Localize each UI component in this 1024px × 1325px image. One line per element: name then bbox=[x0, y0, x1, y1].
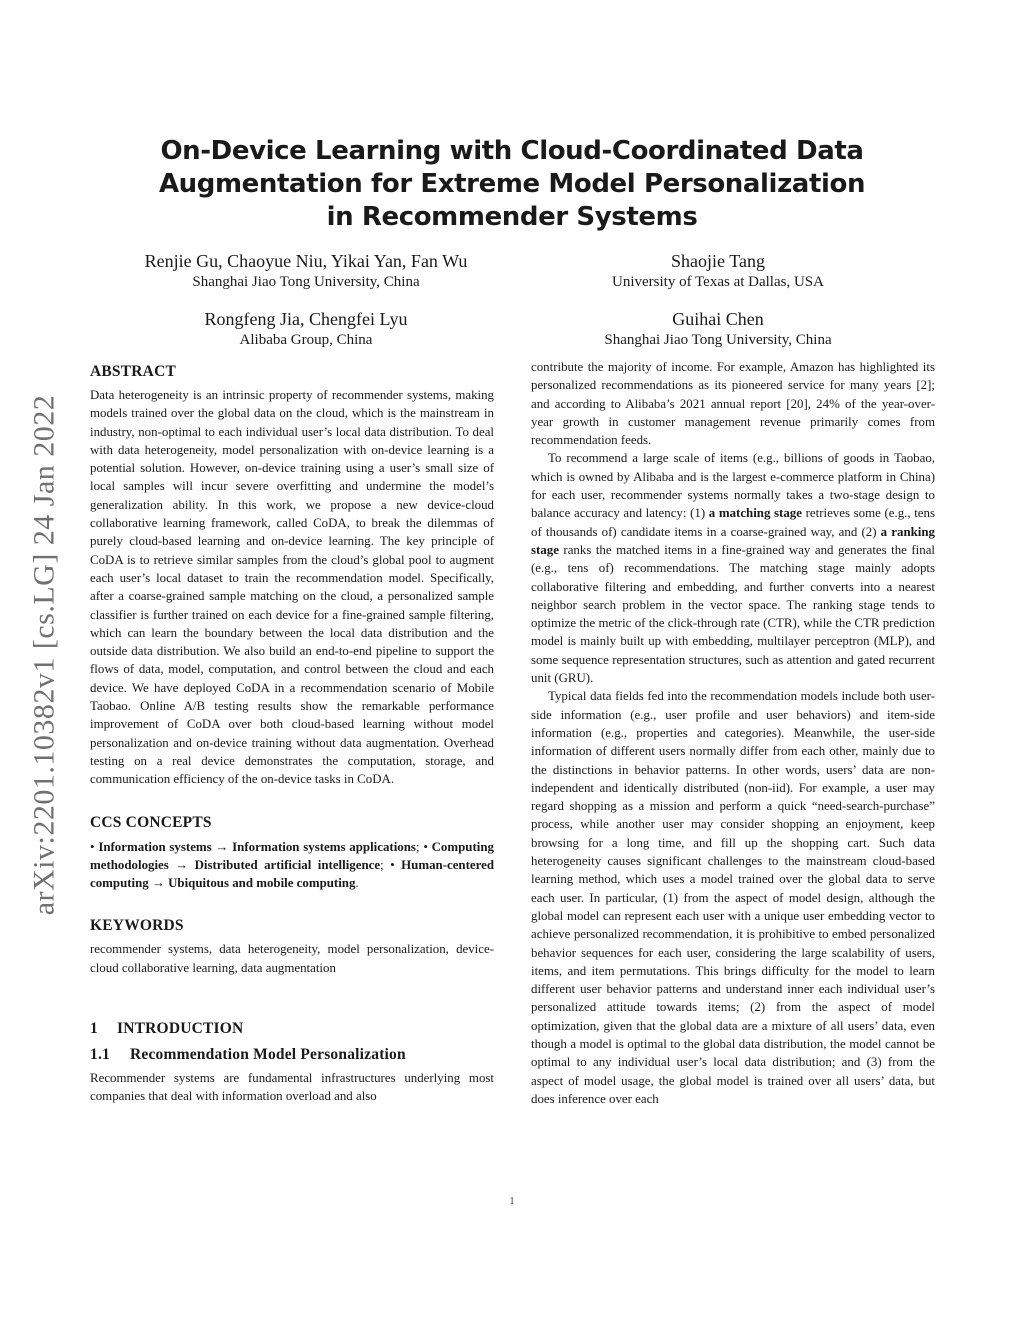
author-affiliation: Shanghai Jiao Tong University, China bbox=[604, 332, 832, 348]
abstract-heading: ABSTRACT bbox=[90, 363, 177, 380]
author-affiliation: University of Texas at Dallas, USA bbox=[612, 274, 824, 290]
p1-text-d: ranks the matched items in a fine-grained way and generates the final (e.g., tens of) recommendations. The matching stage mainly adopts collaborative filtering and embedding, and further converts into a nearest neighbor search problem in the vector space. The ranking stage tends to optimize the metric of the click-through rate (CTR), while the CTR prediction model is mainly built up with embedding, multilayer perceptron (MLP), and some sequence representation structures, such as attention and gated recurrent unit (GRU). bbox=[531, 542, 935, 686]
keywords-text: recommender systems, data heterogeneity, model personalization, device-cloud collaborative learning, data augmentation bbox=[90, 942, 494, 975]
author-block-2 bbox=[568, 250, 868, 292]
author-block-3 bbox=[106, 308, 506, 350]
keywords-heading: KEYWORDS bbox=[90, 917, 184, 935]
arxiv-sidebar-stamp bbox=[14, 360, 74, 950]
ccs-heading: CCS CONCEPTS bbox=[90, 813, 212, 831]
p1-text-a: To recommend a large scale of items (e.g., billions of goods in Taobao, which is owned by Alibaba and is the largest e-commerce platform in China) for each user, recommender systems normally takes a two-stage design to balance accuracy and latency: (1) bbox=[531, 451, 935, 521]
ccs-item-from: Human-centered computing bbox=[90, 857, 494, 891]
arxiv-id: arXiv:2201.10382v1 [cs.LG] 24 Jan 2022 bbox=[27, 394, 60, 916]
right-column bbox=[531, 358, 935, 1108]
author-names: Guihai Chen bbox=[672, 309, 764, 329]
ccs-sep: . bbox=[355, 876, 359, 891]
author-names: Shaojie Tang bbox=[671, 251, 765, 271]
ccs-item-from: Computing methodologies bbox=[90, 839, 494, 872]
right-paragraph-1 bbox=[531, 449, 935, 687]
author-affiliation: Alibaba Group, China bbox=[239, 332, 373, 348]
ranking-stage-term: a ranking stage bbox=[531, 524, 935, 557]
intro-number: 1 bbox=[90, 1020, 98, 1038]
matching-stage-term: a matching stage bbox=[708, 506, 802, 521]
author-names: Rongfeng Jia, Chengfei Lyu bbox=[204, 309, 408, 329]
ccs-arrow: → bbox=[175, 857, 189, 872]
ccs-arrow: → bbox=[151, 876, 165, 891]
ccs-arrow: → bbox=[215, 839, 229, 854]
intro-title: INTRODUCTION bbox=[117, 1020, 244, 1038]
ccs-item-to: Ubiquitous and mobile computing bbox=[168, 876, 356, 891]
author-affiliation: Shanghai Jiao Tong University, China bbox=[192, 274, 420, 290]
right-paragraph-0: contribute the majority of income. For example, Amazon has highlighted its personalized recommendations as its pioneered service for many years [2]; and according to Alibaba’s 2021 annual report [20], 24% of the year-over-year growth in customer management revenue primarily comes from recommendation feeds. bbox=[531, 360, 935, 448]
ccs-sep: ; bbox=[415, 839, 420, 854]
author-block-1 bbox=[106, 250, 506, 292]
paper-title: On-Device Learning with Cloud-Coordinated Data Augmentation for Extreme Model Personalization in Recommender Systems bbox=[158, 136, 866, 232]
ccs-bullet: • bbox=[423, 839, 428, 854]
left-column bbox=[90, 362, 494, 1106]
ccs-bullet: • bbox=[90, 839, 95, 854]
ccs-item-from: Information systems bbox=[98, 839, 212, 854]
subsection-title: Recommendation Model Personalization bbox=[130, 1046, 406, 1064]
author-names: Renjie Gu, Chaoyue Niu, Yikai Yan, Fan Wu bbox=[144, 251, 468, 271]
ccs-item-to: Distributed artificial intelligence bbox=[194, 857, 381, 872]
intro-paragraph: Recommender systems are fundamental infrastructures underlying most companies that deal with information overload and also bbox=[90, 1071, 494, 1104]
intro-heading bbox=[90, 1019, 494, 1039]
ccs-item-to: Information systems applications bbox=[232, 839, 416, 854]
p1-text-c: retrieves some (e.g., tens of thousands of) candidate items in a coarse-grained way, and (2) bbox=[531, 506, 935, 539]
right-paragraph-2: Typical data fields fed into the recommendation models include both user-side information (e.g., user profile and user behaviors) and item-side information (e.g., properties and categories). Meanwhile, the user-side information of different users normally differ from each other, mainly due to the distinctions in behavior patterns. In other words, users’ data are non-independent and identically distributed (non-iid). For example, a user may regard shopping as a mission and perform a quick “need-search-purchase” process, while another user may consider shopping an enjoyment, keep browsing for a long time, and fill up the shopping cart. Such data heterogeneity causes significant challenges to the mainstream cloud-based learning method, which uses a model trained over the global data to serve each user. In particular, (1) from the aspect of model design, although the global model can represent each user with a unique user embedding vector to achieve personalized recommendation, it is prohibitive to embed personalized behavior sequences for each user, considering the large scalability of users, items, and item permutations. This brings difficulty for the model to learn different user behavior patterns and understand inner each individual user’s personalized attitude towards items; (2) from the aspect of model optimization, given that the global data are a mixture of all users’ data, even though a model is optimal to the global data distribution, the model cannot be optimal to any individual user’s local data distribution; and (3) from the aspect of model usage, the global model is trained over all users’ data, but does inference over each bbox=[531, 689, 935, 1106]
subsection-number: 1.1 bbox=[90, 1046, 110, 1064]
subsection-heading bbox=[90, 1045, 494, 1065]
abstract-text: Data heterogeneity is an intrinsic property of recommender systems, making models trained over the global data on the cloud, which is the mainstream in industry, non-optimal to each individual user’s local data distribution. To deal with data heterogeneity, model personalization with on-device learning is a potential solution. However, on-device training using a user’s small size of local samples will incur severe overfitting and undermine the model’s generalization ability. In this work, we propose a new device-cloud collaborative learning framework, called CoDA, to break the dilemmas of purely cloud-based learning and on-device learning. The key principle of CoDA is to retrieve similar samples from the cloud’s global pool to augment each user’s local dataset to train the recommendation model. Specifically, after a coarse-grained sample matching on the cloud, a personalized sample classifier is further trained on each device for a fine-grained sample filtering, which can learn the boundary between the local data distribution and the outside data distribution. We also build an end-to-end pipeline to support the flows of data, model, computation, and control between the cloud and each device. We have deployed CoDA in a recommendation scenario of Mobile Taobao. Online A/B testing results show the remarkable performance improvement of CoDA over both cloud-based learning without model personalization and on-device training without data augmentation. Overhead testing on a real device demonstrates the computation, storage, and communication efficiency of the on-device tasks in CoDA. bbox=[90, 388, 494, 787]
author-block-4 bbox=[568, 308, 868, 350]
ccs-concepts bbox=[90, 838, 494, 893]
ccs-sep: ; bbox=[380, 857, 384, 872]
ccs-bullet: • bbox=[390, 857, 395, 872]
page-number: 1 bbox=[509, 1196, 515, 1207]
